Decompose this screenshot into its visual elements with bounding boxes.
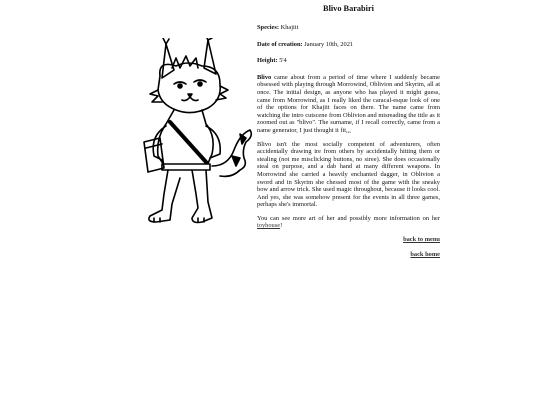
profile-content — [257, 4, 440, 265]
bio-paragraph-1-text: came about from a period of time where I suddenly became obsessed with playing through Morrowind, Oblivion and Skyrim, all at once. The initial design, as anyone who has played it might guess, came from Morrowind, as I really liked the caracal-esque look of one of the options for Khajiit faces on there. The name came from watching the intro cutscene from Oblivion and misreading the title as it zoomed out as "blivo". The surname, if I recall correctly, came from a name generator, I just thought it fit,,, — [257, 73, 440, 134]
species-value: Khajiit — [280, 24, 299, 31]
more-art-prefix: You can see more art of her and possibly more information on her — [257, 214, 440, 222]
bio-name: Blivo — [257, 73, 272, 81]
more-art-suffix: ! — [280, 222, 283, 230]
creation-date-field — [257, 41, 440, 49]
height-value: 5'4 — [279, 57, 287, 65]
back-home-link[interactable]: back home — [410, 250, 440, 258]
height-label: Height: — [257, 57, 278, 65]
creation-date-label: Date of creation: — [257, 40, 303, 48]
back-to-menu-link[interactable]: back to menu — [403, 236, 440, 244]
species-label: Species: — [257, 24, 280, 31]
bio-paragraph-2: Blivo isn't the most socially competent of adventurers, often accidentally drawing ire from others by accidentally hitting them or stealing (not me misclicking buttons, no siree). She does occasionally steal on purpose, and a dab hand at many different weapons. In Morrowind she carried a heavily enchanted dagger, in Oblivion a sword and in Skyrim she chessed most of the game with the sneaky bow and arrow trick. She used magic throughout, because it looks cool. And yes, she was somehow present for the events in all three games, perhaps she's immortal. — [257, 140, 440, 209]
creation-date-value: January 10th, 2021 — [304, 40, 354, 48]
more-art-text — [257, 215, 440, 230]
page-title: Blivo Barabiri — [323, 4, 374, 13]
species-field — [257, 24, 440, 32]
bio-paragraph-1 — [257, 74, 440, 135]
height-field — [257, 57, 440, 65]
toyhouse-link[interactable]: toyhouse — [257, 222, 281, 230]
nav-links — [257, 236, 440, 258]
character-illustration — [136, 38, 254, 226]
